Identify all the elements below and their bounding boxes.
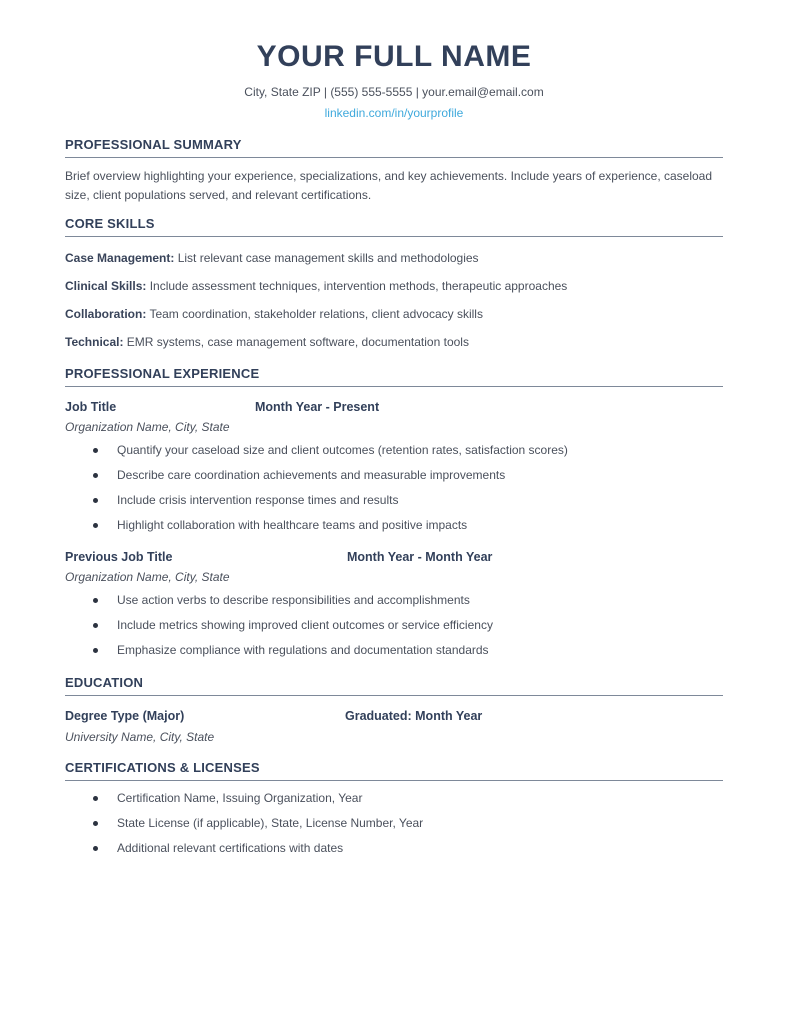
bullet-icon (93, 498, 98, 503)
section-certifications (65, 760, 723, 856)
skill-text: Include assessment techniques, intervention methods, therapeutic approaches (146, 279, 568, 293)
skill-label: Clinical Skills: (65, 279, 147, 293)
skill-line-case-management (65, 247, 723, 265)
graduation-date: Graduated: Month Year (345, 709, 483, 723)
certification-item (65, 816, 723, 831)
professional-summary-text: Brief overview highlighting your experience, specializations, and key achievements. Include years of experience, caseload size, client populations served, and relevant certifications. (65, 169, 713, 202)
contact-info: City, State ZIP | (555) 555-5555 | your.email@email.com (244, 85, 544, 99)
degree-type: Degree Type (Major) (65, 709, 185, 723)
bullet-icon (93, 623, 98, 628)
section-core-skills (65, 216, 723, 349)
skill-text: List relevant case management skills and methodologies (174, 251, 479, 265)
job-title: Job Title (65, 400, 117, 414)
skill-label: Case Management: (65, 251, 175, 265)
bullet-icon (93, 473, 98, 478)
skill-text: EMR systems, case management software, documentation tools (123, 335, 469, 349)
section-education (65, 675, 723, 744)
job-title: Previous Job Title (65, 550, 173, 564)
bullet-icon (93, 821, 98, 826)
skill-text: Team coordination, stakeholder relations, client advocacy skills (146, 307, 483, 321)
bullet-icon (93, 523, 98, 528)
job-bullet (65, 493, 723, 508)
bullet-text: Emphasize compliance with regulations and documentation standards (117, 643, 489, 657)
job-bullet (65, 643, 723, 658)
certification-item (65, 791, 723, 806)
education-heading: EDUCATION (65, 675, 723, 696)
bullet-text: Describe care coordination achievements and measurable improvements (117, 468, 506, 482)
job-title-row (65, 550, 723, 565)
job-bullet (65, 443, 723, 458)
professional-summary-heading: PROFESSIONAL SUMMARY (65, 137, 723, 158)
bullet-text: Include crisis intervention response times and results (117, 493, 399, 507)
job-organization: Organization Name, City, State (65, 570, 230, 584)
certification-list (65, 791, 723, 856)
section-professional-summary (65, 137, 723, 205)
bullet-icon (93, 648, 98, 653)
professional-experience-heading: PROFESSIONAL EXPERIENCE (65, 366, 723, 387)
job-entry-current (65, 400, 723, 533)
skill-label: Technical: (65, 335, 124, 349)
bullet-icon (93, 796, 98, 801)
core-skills-heading: CORE SKILLS (65, 216, 723, 237)
job-entry-previous (65, 550, 723, 658)
skill-line-clinical-skills (65, 275, 723, 293)
job-organization: Organization Name, City, State (65, 420, 230, 434)
job-dates: Month Year - Present (255, 400, 380, 414)
job-bullet-list (65, 443, 723, 533)
bullet-text: Highlight collaboration with healthcare teams and positive impacts (117, 518, 468, 532)
bullet-text: Additional relevant certifications with dates (117, 841, 344, 855)
linkedin-link[interactable]: linkedin.com/in/yourprofile (324, 106, 464, 120)
bullet-text: Quantify your caseload size and client outcomes (retention rates, satisfaction scores) (117, 443, 568, 457)
bullet-text: Certification Name, Issuing Organization, Year (117, 791, 363, 805)
bullet-icon (93, 846, 98, 851)
job-dates: Month Year - Month Year (347, 550, 493, 564)
bullet-text: Include metrics showing improved client outcomes or service efficiency (117, 618, 493, 632)
education-degree-row (65, 709, 723, 724)
job-bullet-list (65, 593, 723, 658)
certification-item (65, 841, 723, 856)
job-bullet (65, 468, 723, 483)
bullet-icon (93, 598, 98, 603)
skill-line-technical (65, 331, 723, 349)
certifications-heading: CERTIFICATIONS & LICENSES (65, 760, 723, 781)
bullet-text: Use action verbs to describe responsibilities and accomplishments (117, 593, 470, 607)
linkedin-line (65, 106, 723, 120)
job-bullet (65, 593, 723, 608)
university-name: University Name, City, State (65, 730, 215, 744)
skill-line-collaboration (65, 303, 723, 321)
section-professional-experience (65, 366, 723, 658)
job-bullet (65, 618, 723, 633)
job-title-row (65, 400, 723, 415)
job-bullet (65, 518, 723, 533)
bullet-text: State License (if applicable), State, License Number, Year (117, 816, 424, 830)
bullet-icon (93, 448, 98, 453)
full-name: YOUR FULL NAME (256, 40, 532, 73)
skill-label: Collaboration: (65, 307, 147, 321)
